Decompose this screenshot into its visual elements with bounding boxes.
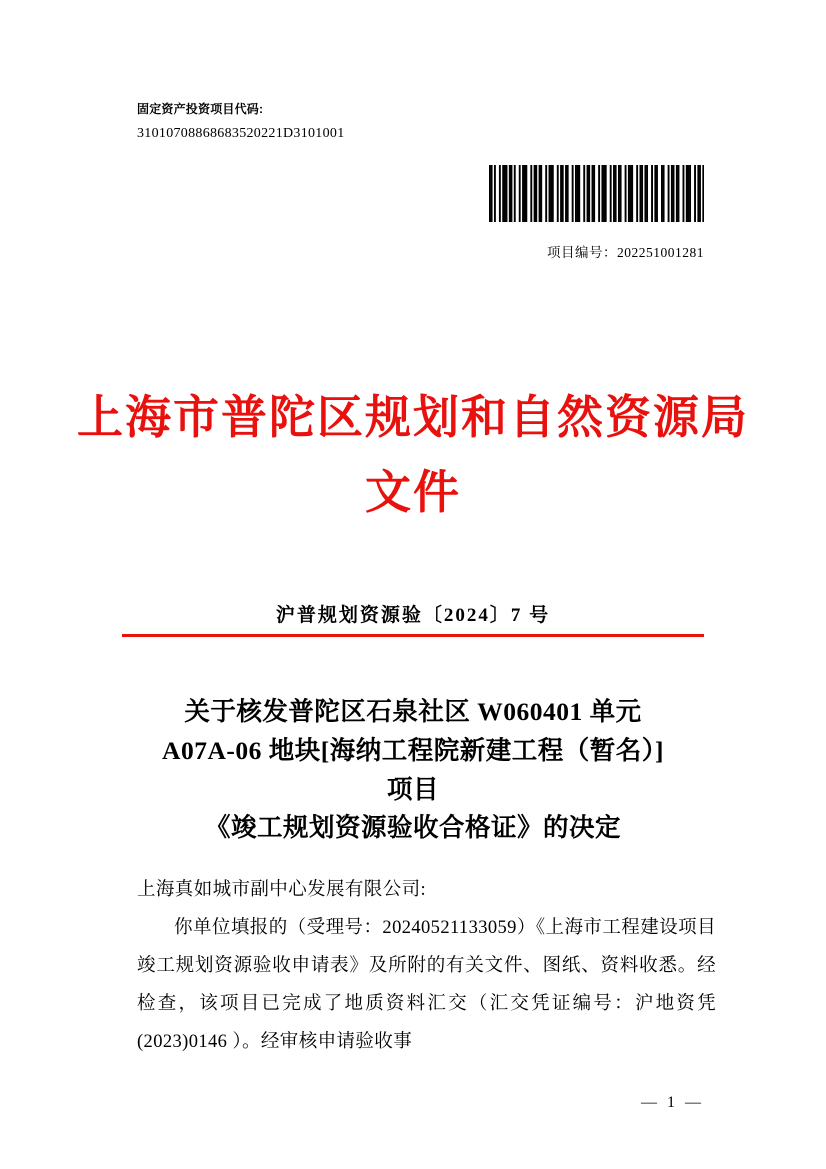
main-heading-line3: 项目 <box>386 774 439 804</box>
body-text <box>137 872 716 1062</box>
main-heading <box>115 693 711 848</box>
document-number: 沪普规划资源验〔2024〕7 号 <box>275 605 551 626</box>
page-number: — 1 — <box>641 1094 704 1111</box>
page-title-line2: 文件 <box>365 466 461 518</box>
main-heading-line2: A07A-06 地块[海纳工程院新建工程（暂名）] <box>162 735 664 765</box>
red-divider <box>122 634 704 637</box>
page-title-line1: 上海市普陀区规划和自然资源局 <box>77 392 749 443</box>
main-heading-line4: 《竣工规划资源验收合格证》的决定 <box>204 813 621 843</box>
barcode-caption: 项目编号：202251001281 <box>547 245 704 260</box>
recipient-line: 上海真如城市副中心发展有限公司: <box>137 880 427 900</box>
barcode-icon <box>489 165 704 222</box>
barcode-block <box>489 165 704 261</box>
page-title <box>0 385 826 526</box>
project-code-block <box>137 98 345 147</box>
project-code-value: 31010708868683520221D3101001 <box>137 125 345 141</box>
main-heading-line1: 关于核发普陀区石泉社区 W060401 单元 <box>184 697 642 726</box>
project-code-label: 固定资产投资项目代码: <box>137 102 264 116</box>
body-paragraph-1: 你单位填报的（受理号：20240521133059）《上海市工程建设项目竣工规划资源验收申请表》及所附的有关文件、图纸、资料收悉。经检查，该项目已完成了地质资料汇交（汇交凭证编号：沪地资凭(2023)0146 ）。经审核申请验收事 <box>137 917 716 1052</box>
